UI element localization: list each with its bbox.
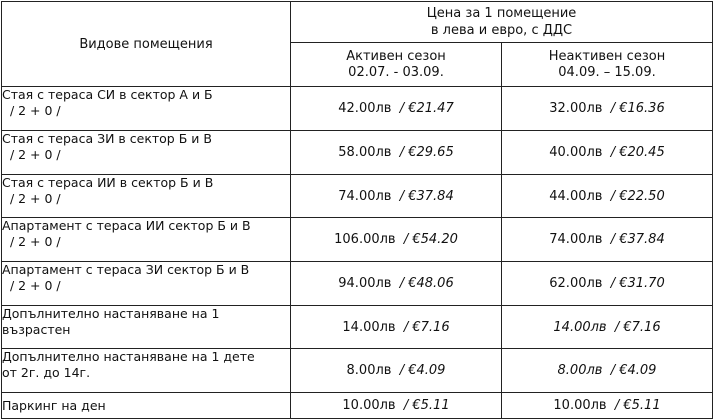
inactive-price (502, 131, 713, 175)
active-price (291, 306, 502, 349)
price-eur: / €16.36 (610, 101, 665, 116)
room-name-line2: / 2 + 0 / (2, 234, 61, 249)
price-eur: / €21.47 (399, 101, 454, 116)
price-bgn: 14.00лв (553, 319, 607, 335)
room-name (2, 175, 291, 218)
inactive-price (502, 87, 713, 131)
active-season-header (291, 43, 502, 87)
price-bgn: 10.00лв (342, 398, 396, 413)
inactive-price (502, 218, 713, 262)
active-price (291, 349, 502, 393)
price-eur: / €29.65 (399, 145, 454, 160)
inactive-price (502, 262, 713, 306)
price-eur: / €54.20 (403, 232, 458, 247)
table-row (2, 131, 713, 175)
room-name-line2: / 2 + 0 / (2, 147, 61, 162)
price-bgn: 32.00лв (549, 101, 603, 116)
price-bgn: 8.00лв (346, 363, 392, 378)
room-name-line2: възрастен (2, 322, 71, 337)
room-name-line1: Допълнително настаняване на 1 (2, 306, 220, 321)
price-header (291, 2, 713, 43)
price-eur: / €37.84 (399, 188, 454, 204)
price-bgn: 40.00лв (549, 145, 603, 160)
room-name-line1: Стая с тераса СИ в сектор А и Б (2, 87, 213, 102)
price-eur: / €5.11 (614, 398, 661, 413)
inactive-season-label: Неактивен сезон (548, 48, 666, 64)
inactive-price (502, 175, 713, 218)
room-name-line2: / 2 + 0 / (2, 278, 61, 293)
active-price (291, 87, 502, 131)
room-name (2, 393, 291, 419)
price-eur: / €4.09 (399, 363, 446, 378)
price-bgn: 8.00лв (557, 363, 603, 378)
room-name (2, 131, 291, 175)
price-eur: / €31.70 (610, 276, 665, 291)
active-price (291, 393, 502, 419)
room-name (2, 349, 291, 393)
active-season-label: Активен сезон (346, 48, 446, 64)
price-eur: / €22.50 (610, 188, 665, 204)
room-type-header: Видове помещения (2, 2, 291, 87)
price-bgn: 58.00лв (338, 145, 392, 160)
price-title-line1: Цена за 1 помещение (426, 6, 577, 21)
active-price (291, 262, 502, 306)
inactive-price (502, 393, 713, 419)
room-name-line1: Стая с тераса ИИ в сектор Б и В (2, 175, 214, 190)
price-eur: / €7.16 (403, 319, 450, 335)
room-name (2, 262, 291, 306)
price-table (1, 1, 713, 419)
inactive-price (502, 349, 713, 393)
room-name-line1: Апартамент с тераса ИИ сектор Б и В (2, 218, 251, 233)
price-eur: / €4.09 (610, 363, 657, 378)
table-row (2, 306, 713, 349)
inactive-season-header (502, 43, 713, 87)
room-name (2, 87, 291, 131)
price-title-line2: в лева и евро, с ДДС (430, 23, 573, 38)
price-bgn: 14.00лв (342, 319, 396, 335)
active-price (291, 131, 502, 175)
room-name-line1: Апартамент с тераса ЗИ сектор Б и В (2, 262, 250, 277)
inactive-season-dates: 04.09. – 15.09. (558, 64, 656, 80)
active-price (291, 175, 502, 218)
price-eur: / €5.11 (403, 398, 450, 413)
active-season-dates: 02.07. - 03.09. (348, 64, 444, 80)
active-price (291, 218, 502, 262)
room-name-line2: от 2г. до 14г. (2, 365, 91, 380)
table-row (2, 218, 713, 262)
room-name (2, 218, 291, 262)
price-eur: / €37.84 (610, 232, 665, 247)
price-bgn: 44.00лв (549, 188, 603, 204)
price-bgn: 74.00лв (338, 188, 392, 204)
price-bgn: 74.00лв (549, 232, 603, 247)
price-bgn: 42.00лв (338, 101, 392, 116)
price-bgn: 94.00лв (338, 276, 392, 291)
table-row (2, 393, 713, 419)
inactive-price (502, 306, 713, 349)
room-name-line2: / 2 + 0 / (2, 103, 61, 118)
table-row (2, 87, 713, 131)
price-bgn: 10.00лв (553, 398, 607, 413)
room-name-line2: / 2 + 0 / (2, 191, 61, 206)
room-name-line1: Паркинг на ден (2, 397, 106, 413)
table-row (2, 262, 713, 306)
price-bgn: 106.00лв (334, 232, 396, 247)
price-eur: / €48.06 (399, 276, 454, 291)
room-name (2, 306, 291, 349)
price-eur: / €7.16 (614, 319, 661, 335)
price-bgn: 62.00лв (549, 276, 603, 291)
table-row (2, 175, 713, 218)
room-name-line1: Стая с тераса ЗИ в сектор Б и В (2, 131, 212, 146)
room-name-line1: Допълнително настаняване на 1 дете (2, 349, 255, 364)
price-eur: / €20.45 (610, 145, 665, 160)
table-row (2, 349, 713, 393)
